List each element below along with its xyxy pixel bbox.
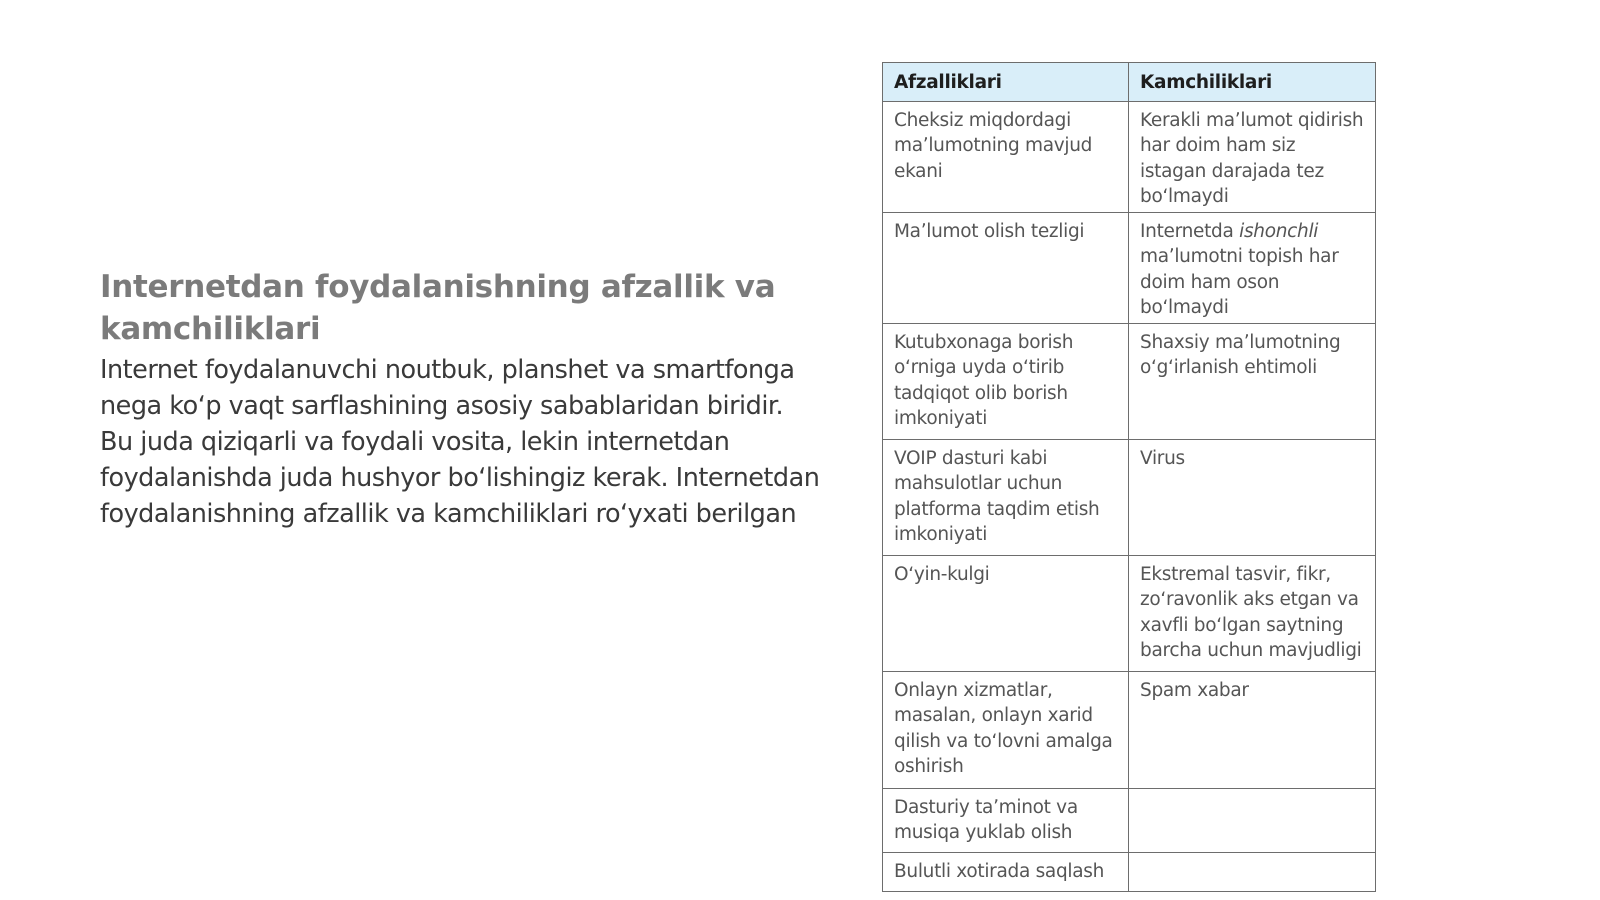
section-heading: Internetdan foydalanishning afzallik va kamchiliklari bbox=[100, 269, 776, 347]
table-row bbox=[883, 671, 1376, 788]
cell-pro: Bulutli xotirada saqlash bbox=[883, 852, 1129, 891]
table-row bbox=[883, 101, 1376, 212]
table-header-row bbox=[883, 63, 1376, 102]
header-cons: Kamchiliklari bbox=[1129, 63, 1376, 102]
cell-con bbox=[1129, 788, 1376, 852]
table-row bbox=[883, 439, 1376, 555]
table-row bbox=[883, 212, 1376, 323]
cell-con: Ekstremal tasvir, fikr, zoʻravonlik aks etgan va xavfli boʻlgan saytning barcha uchun mavjudligi bbox=[1129, 555, 1376, 671]
cell-con: Shaxsiy maʼlumotning oʻgʻirlanish ehtimoli bbox=[1129, 323, 1376, 439]
text-section bbox=[100, 266, 820, 532]
cell-con bbox=[1129, 852, 1376, 891]
table-row bbox=[883, 323, 1376, 439]
cell-pro: Oʻyin-kulgi bbox=[883, 555, 1129, 671]
cell-con: Virus bbox=[1129, 439, 1376, 555]
section-paragraph: Internet foydalanuvchi noutbuk, planshet va smartfonga nega koʻp vaqt sarflashining asosiy sabablaridan biridir. Bu juda qiziqarli va foydali vosita, lekin internetdan foydalanishda juda hushyor boʻlishingiz kerak. Internetdan foydalanishning afzallik va kamchiliklari roʻyxati berilgan bbox=[100, 355, 820, 529]
cell-pro: Onlayn xizmatlar, masalan, onlayn xarid qilish va toʻlovni amalga oshirish bbox=[883, 671, 1129, 788]
cell-con-emphasis: ishonchli bbox=[1239, 220, 1319, 242]
table-row bbox=[883, 788, 1376, 852]
table-row bbox=[883, 852, 1376, 891]
cell-pro: Cheksiz miqdordagi maʼlumotning mavjud ekani bbox=[883, 101, 1129, 212]
cell-pro: Dasturiy taʼminot va musiqa yuklab olish bbox=[883, 788, 1129, 852]
cell-con bbox=[1129, 212, 1376, 323]
cell-con-suffix: maʼlumotni topish har doim ham oson boʻlmaydi bbox=[1140, 246, 1339, 318]
cell-pro: Maʼlumot olish tezligi bbox=[883, 212, 1129, 323]
header-pros: Afzalliklari bbox=[883, 63, 1129, 102]
cell-con: Spam xabar bbox=[1129, 671, 1376, 788]
cell-pro: Kutubxonaga borish oʻrniga uyda oʻtirib tadqiqot olib borish imkoniyati bbox=[883, 323, 1129, 439]
cell-pro: VOIP dasturi kabi mahsulotlar uchun platforma taqdim etish imkoniyati bbox=[883, 439, 1129, 555]
cell-con-prefix: Internetda bbox=[1140, 220, 1240, 242]
cell-con: Kerakli maʼlumot qidirish har doim ham siz istagan darajada tez boʻlmaydi bbox=[1129, 101, 1376, 212]
table-row bbox=[883, 555, 1376, 671]
comparison-table bbox=[882, 62, 1376, 892]
pros-cons-table bbox=[882, 62, 1375, 892]
